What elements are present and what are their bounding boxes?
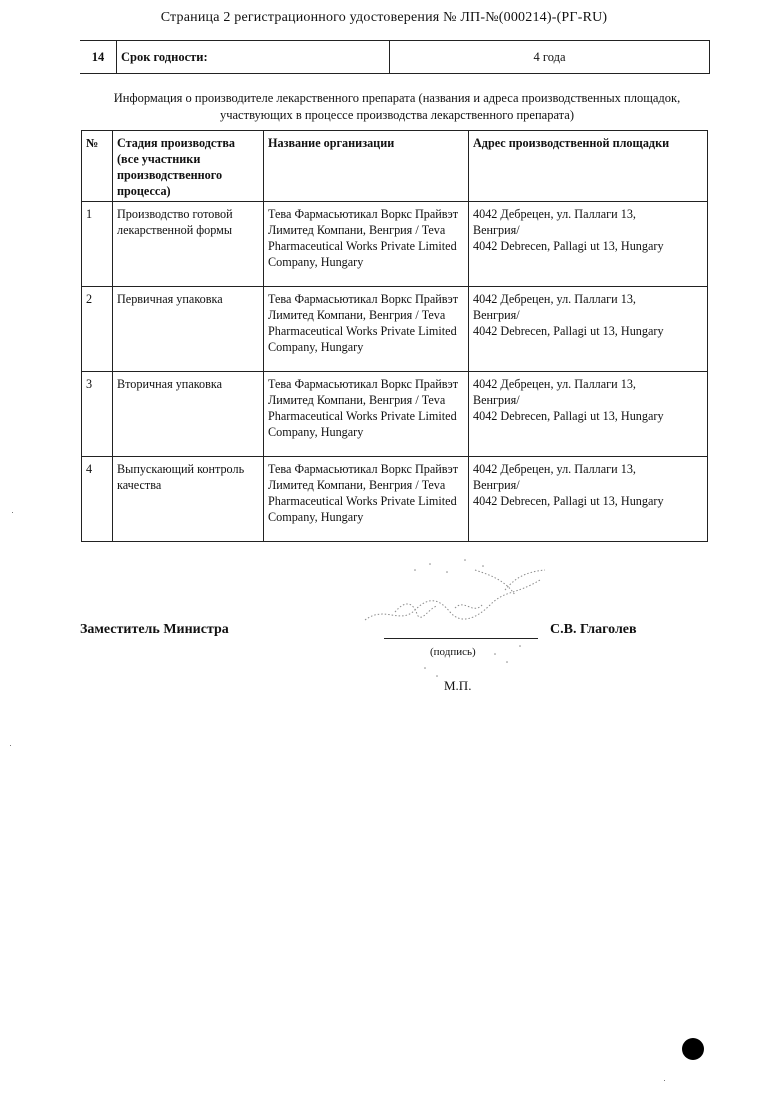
table-row <box>82 202 708 287</box>
row-org: Тева Фармасьютикал Воркс Прайвэт Лимитед Компани, Венгрия / Teva Pharmaceutical Works Private Limited Company, Hungary <box>264 287 469 372</box>
shelf-life-label: Срок годности: <box>117 41 390 73</box>
row-stage: Первичная упаковка <box>113 287 264 372</box>
page-header: Страница 2 регистрационного удостоверения № ЛП-№(000214)-(РГ-RU) <box>160 10 608 25</box>
table-header-row <box>82 131 708 202</box>
table-row <box>82 372 708 457</box>
shelf-life-row <box>80 40 710 74</box>
shelf-life-value: 4 года <box>390 41 710 73</box>
signatory-title: Заместитель Министра <box>80 622 229 637</box>
row-address: 4042 Дебрецен, ул. Паллаги 13, Венгрия/ 4042 Debrecen, Pallagi ut 13, Hungary <box>469 287 708 372</box>
row-address: 4042 Дебрецен, ул. Паллаги 13, Венгрия/ 4042 Debrecen, Pallagi ut 13, Hungary <box>469 372 708 457</box>
table-row <box>82 287 708 372</box>
row-stage: Выпускающий контроль качества <box>113 457 264 542</box>
signatory-name: С.В. Глаголев <box>550 622 637 637</box>
scan-speck <box>12 512 13 513</box>
row-org: Тева Фармасьютикал Воркс Прайвэт Лимитед Компани, Венгрия / Teva Pharmaceutical Works Private Limited Company, Hungary <box>264 372 469 457</box>
shelf-life-number: 14 <box>80 41 117 73</box>
row-stage: Производство готовой лекарственной формы <box>113 202 264 287</box>
header-stage: Стадия производства (все участники производственного процесса) <box>113 131 264 202</box>
scan-speck <box>10 745 11 746</box>
row-org: Тева Фармасьютикал Воркс Прайвэт Лимитед Компани, Венгрия / Teva Pharmaceutical Works Private Limited Company, Hungary <box>264 457 469 542</box>
manufacturer-intro <box>84 90 710 124</box>
row-num: 4 <box>82 457 113 542</box>
row-address: 4042 Дебрецен, ул. Паллаги 13, Венгрия/ 4042 Debrecen, Pallagi ut 13, Hungary <box>469 457 708 542</box>
header-org: Название организации <box>264 131 469 202</box>
row-org: Тева Фармасьютикал Воркс Прайвэт Лимитед Компани, Венгрия / Teva Pharmaceutical Works Private Limited Company, Hungary <box>264 202 469 287</box>
stamp-place: М.П. <box>444 678 472 693</box>
header-address: Адрес производственной площадки <box>469 131 708 202</box>
intro-line-2: участвующих в процессе производства лекарственного препарата) <box>219 108 575 122</box>
row-num: 1 <box>82 202 113 287</box>
signature-caption: (подпись) <box>430 646 476 658</box>
row-num: 3 <box>82 372 113 457</box>
table-row <box>82 457 708 542</box>
manufacturer-table <box>81 130 708 542</box>
row-address: 4042 Дебрецен, ул. Паллаги 13, Венгрия/ 4042 Debrecen, Pallagi ut 13, Hungary <box>469 202 708 287</box>
intro-line-1: Информация о производителе лекарственного препарата (названия и адреса производственных площадок, <box>113 91 681 105</box>
row-stage: Вторичная упаковка <box>113 372 264 457</box>
scan-speck <box>664 1080 665 1081</box>
scan-artifact-dot <box>682 1038 704 1060</box>
signature-line <box>384 638 538 639</box>
row-num: 2 <box>82 287 113 372</box>
header-num: № <box>82 131 113 202</box>
